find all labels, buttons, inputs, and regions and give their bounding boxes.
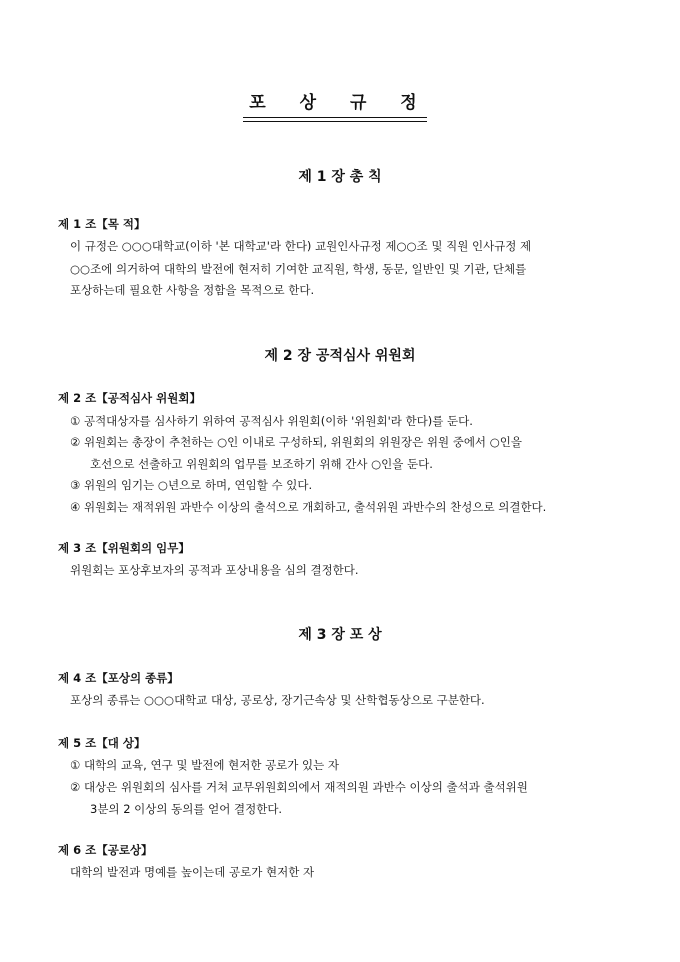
- article-2-item: ② 위원회는 총장이 추천하는 ○인 이내로 구성하되, 위원회의 위원장은 위원 중에서 ○인을: [70, 435, 522, 449]
- article-3-line: 위원회는 포상후보자의 공적과 포상내용을 심의 결정한다.: [70, 563, 359, 577]
- chapter-2-heading: 제 2 장 공적심사 위원회: [264, 348, 416, 364]
- article-4-line: 포상의 종류는 ○○○대학교 대상, 공로상, 장기근속상 및 산학협동상으로 구분한다.: [70, 693, 485, 707]
- chapter-3-heading: 제 3 장 포 상: [298, 627, 382, 643]
- article-5-item: ② 대상은 위원회의 심사를 거쳐 교무위원회의에서 재적의원 과반수 이상의 출석과 출석위원: [70, 780, 528, 794]
- article-1-line: ○○조에 의거하여 대학의 발전에 현저히 기여한 교직원, 학생, 동문, 일반인 및 기관, 단체를: [70, 262, 527, 276]
- article-5-heading: 제 5 조【대 상】: [58, 736, 146, 750]
- document-title: 포 상 규 정: [249, 93, 431, 113]
- article-4-heading: 제 4 조【포상의 종류】: [58, 671, 179, 685]
- article-2-item: ④ 위원회는 재적위원 과반수 이상의 출석으로 개회하고, 출석위원 과반수의 찬성으로 의결한다.: [70, 500, 547, 514]
- chapter-1-heading: 제 1 장 총 칙: [298, 169, 382, 185]
- article-2-heading: 제 2 조【공적심사 위원회】: [58, 391, 201, 405]
- article-1-line: 포상하는데 필요한 사항을 정함을 목적으로 한다.: [70, 283, 315, 297]
- article-3-heading: 제 3 조【위원회의 임무】: [58, 541, 190, 555]
- article-2-item: ③ 위원의 임기는 ○년으로 하며, 연임할 수 있다.: [70, 478, 313, 492]
- article-6-line: 대학의 발전과 명예를 높이는데 공로가 현저한 자: [70, 865, 315, 879]
- article-5-item: ① 대학의 교육, 연구 및 발전에 현저한 공로가 있는 자: [70, 758, 340, 772]
- article-1-heading: 제 1 조【목 적】: [58, 217, 146, 231]
- article-2-item: ① 공적대상자를 심사하기 위하여 공적심사 위원회(이하 '위원회'라 한다)를 둔다.: [70, 414, 473, 428]
- title-underline: [243, 117, 427, 118]
- title-underline-double: [243, 121, 427, 122]
- article-1-line: 이 규정은 ○○○대학교(이하 '본 대학교'라 한다) 교원인사규정 제○○조 및 직원 인사규정 제: [70, 239, 532, 253]
- article-2-item-continuation: 호선으로 선출하고 위원회의 업무를 보조하기 위해 간사 ○인을 둔다.: [90, 457, 433, 471]
- article-5-item-continuation: 3분의 2 이상의 동의를 얻어 결정한다.: [90, 802, 283, 816]
- article-6-heading: 제 6 조【공로상】: [58, 843, 153, 857]
